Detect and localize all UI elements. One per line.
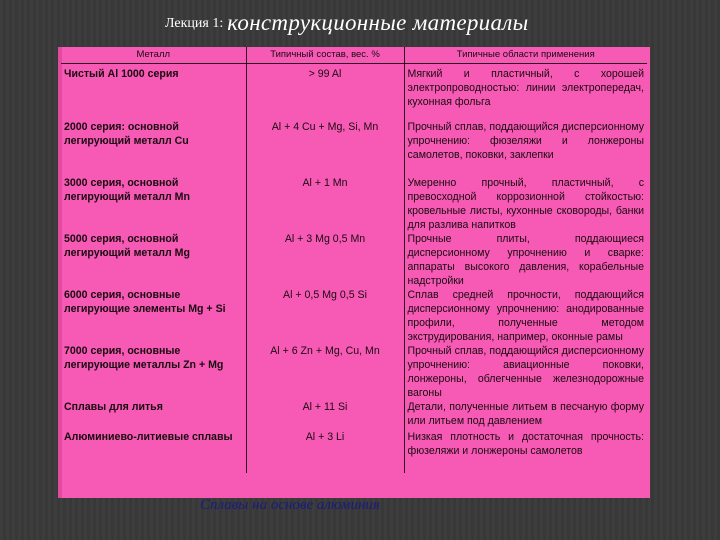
header-metal: Металл — [61, 47, 246, 63]
table-row — [61, 431, 647, 473]
header-composition: Типичный состав, вес. % — [246, 47, 404, 63]
slide-caption: Сплавы на основе алюминия — [200, 497, 380, 513]
cell-composition: Al + 0,5 Mg 0,5 Si — [246, 289, 404, 345]
cell-metal: Чистый Al 1000 серия — [61, 63, 246, 121]
title-main: конструкционные материалы — [227, 10, 529, 35]
cell-metal: 2000 серия: основной легирующий металл Cu — [61, 121, 246, 177]
cell-composition: Al + 1 Mn — [246, 177, 404, 233]
cell-composition: Al + 3 Mg 0,5 Mn — [246, 233, 404, 289]
cell-applications: Сплав средней прочности, поддающийся дисперсионному упрочнению: анодированные профили, полученные методом экструдирования, например, оконные рамы — [407, 288, 644, 343]
cell-applications: Детали, полученные литьем в песчаную форму или литьем под давлением — [407, 400, 644, 427]
cell-applications: Низкая плотность и достаточная прочность: фюзеляжи и лонжероны самолетов — [407, 430, 644, 457]
cell-composition: Al + 6 Zn + Mg, Cu, Mn — [246, 345, 404, 401]
cell-metal: 6000 серия, основные легирующие элементы Mg + Si — [61, 289, 246, 345]
cell-composition: Al + 4 Cu + Mg, Si, Mn — [246, 121, 404, 177]
table-row — [61, 401, 647, 431]
slide-title — [165, 10, 528, 40]
table-row — [61, 63, 647, 121]
cell-metal: 7000 серия, основные легирующие металлы Zn + Mg — [61, 345, 246, 401]
cell-applications: Прочные плиты, поддающиеся дисперсионному упрочнению и сварке: аппараты высокого давления, корабельные надстройки — [407, 232, 644, 287]
table-row — [61, 345, 647, 401]
table-row — [61, 121, 647, 177]
cell-composition: Al + 3 Li — [246, 431, 404, 473]
cell-metal: Алюминиево-литиевые сплавы — [61, 431, 246, 473]
table-header-row — [61, 47, 647, 63]
cell-composition: Al + 11 Si — [246, 401, 404, 431]
table-row — [61, 289, 647, 345]
cell-applications: Прочный сплав, поддающийся дисперсионному упрочнению: фюзеляжи и лонжероны самолетов, поковки, заклепки — [407, 120, 644, 161]
cell-applications: Прочный сплав, поддающийся дисперсионному упрочнению: авиационные поковки, лонжероны, облегченные железнодорожные вагоны — [407, 344, 644, 399]
table-row — [61, 233, 647, 289]
cell-metal: 3000 серия, основной легирующий металл Mn — [61, 177, 246, 233]
cell-metal: Сплавы для литья — [61, 401, 246, 431]
cell-applications: Мягкий и пластичный, с хорошей электропроводностью: линии электропередач, кухонная фольга — [407, 67, 644, 108]
cell-applications: Умеренно прочный, пластичный, с превосходной коррозионной стойкостью: кровельные листы, кухонные сковороды, банки для разлива напитков — [407, 176, 644, 231]
header-applications: Типичные области применения — [404, 47, 647, 63]
table-row — [61, 177, 647, 233]
alloys-table — [61, 47, 647, 473]
cell-composition: > 99 Al — [246, 63, 404, 121]
table-sheet — [58, 47, 650, 498]
cell-metal: 5000 серия, основной легирующий металл Mg — [61, 233, 246, 289]
title-prefix: Лекция 1: — [165, 16, 224, 31]
